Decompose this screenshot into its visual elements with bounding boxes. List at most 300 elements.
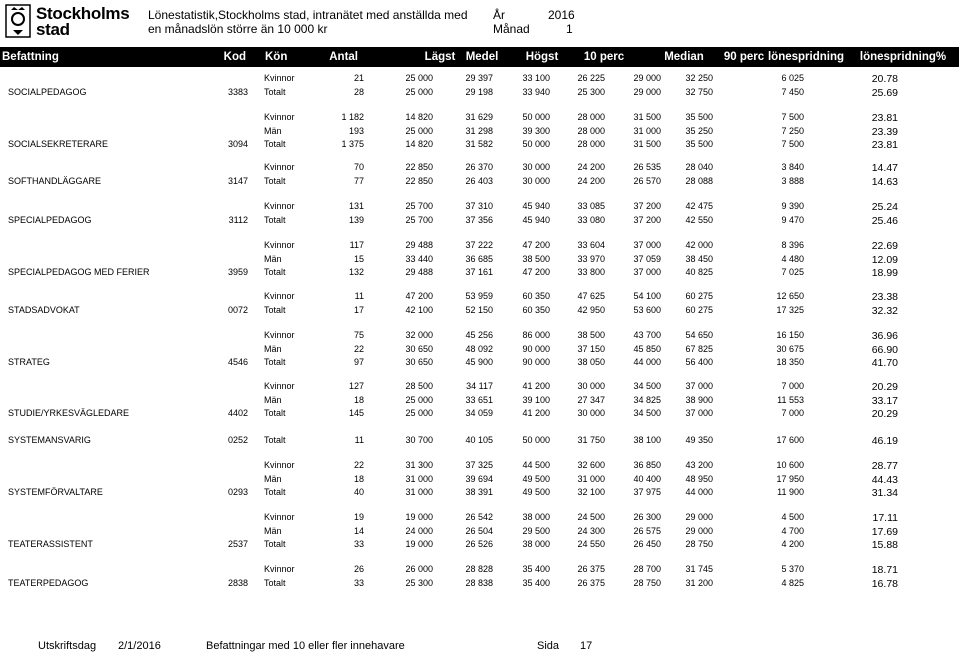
report-title-line2: en månadslön större än 10 000 kr <box>148 22 328 36</box>
value-cell: 97 <box>353 357 364 367</box>
value-cell: 37 310 <box>465 201 493 211</box>
befattning-name: SPECIALPEDAGOG <box>8 214 92 225</box>
value-cell: 53 959 <box>465 291 493 301</box>
value-cell: 28 000 <box>577 125 605 136</box>
value-cell: 10 600 <box>776 460 804 470</box>
value-cell: 28 000 <box>577 112 605 122</box>
pct-cell: 15.88 <box>871 539 898 551</box>
value-cell: 50 000 <box>522 112 550 122</box>
value-cell: 29 000 <box>633 86 661 97</box>
value-cell: 30 000 <box>577 408 605 418</box>
befattning-name: STADSADVOKAT <box>8 304 80 315</box>
value-cell: 33 651 <box>465 394 493 405</box>
befattning-code: 3094 <box>227 139 248 149</box>
value-cell: 17 950 <box>776 473 804 484</box>
kon-label: Kvinnor <box>264 460 295 470</box>
value-cell: 33 100 <box>522 73 550 83</box>
value-cell: 60 350 <box>522 291 550 301</box>
value-cell: 7 025 <box>781 267 804 277</box>
value-cell: 38 000 <box>522 539 550 549</box>
value-cell: 14 820 <box>405 139 433 149</box>
value-cell: 32 750 <box>685 86 713 97</box>
value-cell: 4 500 <box>781 512 804 522</box>
print-date: 2/1/2016 <box>118 640 161 652</box>
befattning-name: SOCIALPEDAGOG <box>8 86 87 97</box>
value-cell: 31 500 <box>633 112 661 122</box>
value-cell: 32 100 <box>577 487 605 497</box>
value-cell: 31 750 <box>577 435 605 445</box>
kon-label: Kvinnor <box>264 512 295 522</box>
befattning-code: 0293 <box>227 487 248 497</box>
value-cell: 44 000 <box>633 357 661 367</box>
value-cell: 31 000 <box>405 487 433 497</box>
value-cell: 14 820 <box>405 112 433 122</box>
value-cell: 25 000 <box>405 394 433 405</box>
value-cell: 41 200 <box>522 381 550 391</box>
value-cell: 31 300 <box>405 460 433 470</box>
value-cell: 43 700 <box>633 330 661 340</box>
value-cell: 1 182 <box>341 112 364 122</box>
value-cell: 3 888 <box>781 175 804 186</box>
kon-label: Kvinnor <box>264 330 295 340</box>
value-cell: 30 000 <box>522 175 550 186</box>
value-cell: 39 100 <box>522 394 550 405</box>
page-number: 17 <box>580 640 593 652</box>
value-cell: 31 500 <box>633 139 661 149</box>
value-cell: 33 085 <box>577 201 605 211</box>
pct-cell: 23.81 <box>871 112 898 124</box>
pct-cell: 22.69 <box>871 240 898 252</box>
value-cell: 37 150 <box>577 343 605 354</box>
value-cell: 42 550 <box>685 214 713 225</box>
value-cell: 37 000 <box>633 267 661 277</box>
value-cell: 33 440 <box>405 253 433 264</box>
value-cell: 47 200 <box>522 240 550 250</box>
value-cell: 44 000 <box>685 487 713 497</box>
value-cell: 34 059 <box>465 408 493 418</box>
month-value: 1 <box>566 22 573 36</box>
befattning-name: SOFTHANDLÄGGARE <box>8 175 102 186</box>
year-value: 2016 <box>548 8 575 22</box>
value-cell: 48 950 <box>685 473 713 484</box>
value-cell: 67 825 <box>685 343 713 354</box>
value-cell: 39 694 <box>465 473 493 484</box>
value-cell: 47 200 <box>405 291 433 301</box>
value-cell: 38 900 <box>685 394 713 405</box>
column-header-3: Antal <box>329 51 358 63</box>
value-cell: 45 940 <box>522 201 550 211</box>
kon-label: Kvinnor <box>264 112 295 122</box>
value-cell: 7 000 <box>781 408 804 418</box>
filter-text: Befattningar med 10 eller fler innehavare <box>206 640 405 652</box>
pct-cell: 46.19 <box>871 435 898 447</box>
kon-label: Totalt <box>264 539 286 549</box>
value-cell: 41 200 <box>522 408 550 418</box>
kon-label: Totalt <box>264 175 286 186</box>
value-cell: 40 825 <box>685 267 713 277</box>
column-header-5: Medel <box>465 51 499 63</box>
value-cell: 29 000 <box>685 512 713 522</box>
value-cell: 26 375 <box>577 577 605 588</box>
befattning-code: 2537 <box>227 539 248 549</box>
kon-label: Kvinnor <box>264 240 295 250</box>
value-cell: 38 500 <box>577 330 605 340</box>
value-cell: 49 500 <box>522 473 550 484</box>
value-cell: 4 825 <box>781 577 804 588</box>
value-cell: 39 300 <box>522 125 550 136</box>
kon-label: Totalt <box>264 577 286 588</box>
kon-label: Kvinnor <box>264 291 295 301</box>
value-cell: 28 828 <box>465 564 493 574</box>
value-cell: 22 850 <box>405 175 433 186</box>
page-label: Sida <box>537 640 560 652</box>
value-cell: 37 975 <box>633 487 661 497</box>
column-header-8: Median <box>664 51 704 63</box>
value-cell: 47 200 <box>522 267 550 277</box>
kon-label: Män <box>264 473 282 484</box>
value-cell: 25 000 <box>405 73 433 83</box>
value-cell: 11 <box>354 435 364 445</box>
value-cell: 7 450 <box>781 86 804 97</box>
value-cell: 32 000 <box>405 330 433 340</box>
value-cell: 34 500 <box>633 381 661 391</box>
value-cell: 6 025 <box>781 73 804 83</box>
value-cell: 38 100 <box>633 435 661 445</box>
value-cell: 29 488 <box>405 240 433 250</box>
pct-cell: 66.90 <box>871 343 898 356</box>
value-cell: 9 390 <box>781 201 804 211</box>
logo-wordmark <box>36 6 129 38</box>
value-cell: 37 161 <box>465 267 493 277</box>
value-cell: 26 300 <box>633 512 661 522</box>
value-cell: 38 500 <box>522 253 550 264</box>
value-cell: 86 000 <box>522 330 550 340</box>
value-cell: 19 000 <box>405 539 433 549</box>
befattning-name: SYSTEMFÖRVALTARE <box>8 487 103 497</box>
column-header-9: 90 perc <box>723 51 765 63</box>
value-cell: 25 000 <box>405 125 433 136</box>
value-cell: 17 325 <box>776 304 804 315</box>
befattning-code: 4546 <box>227 357 248 367</box>
value-cell: 49 350 <box>685 435 713 445</box>
value-cell: 24 300 <box>577 525 605 536</box>
value-cell: 26 535 <box>633 162 661 172</box>
column-header-1: Kod <box>223 51 246 63</box>
value-cell: 34 500 <box>633 408 661 418</box>
value-cell: 53 600 <box>633 304 661 315</box>
pct-cell: 25.46 <box>871 214 898 227</box>
value-cell: 28 000 <box>577 139 605 149</box>
value-cell: 31 000 <box>633 125 661 136</box>
logo-line1: Stockholms <box>36 4 130 23</box>
pct-cell: 44.43 <box>871 473 898 486</box>
value-cell: 26 450 <box>633 539 661 549</box>
value-cell: 47 625 <box>577 291 605 301</box>
value-cell: 25 700 <box>405 214 433 225</box>
value-cell: 24 500 <box>577 512 605 522</box>
value-cell: 33 970 <box>577 253 605 264</box>
value-cell: 11 <box>354 291 364 301</box>
value-cell: 42 475 <box>685 201 713 211</box>
value-cell: 31 200 <box>685 577 713 588</box>
kon-label: Män <box>264 394 282 405</box>
column-header-0: Befattning <box>2 51 59 63</box>
value-cell: 14 <box>353 525 364 536</box>
kon-label: Totalt <box>264 304 286 315</box>
kon-label: Totalt <box>264 435 286 445</box>
value-cell: 26 403 <box>465 175 493 186</box>
befattning-name: TEATERPEDAGOG <box>8 577 89 588</box>
kon-label: Totalt <box>264 487 286 497</box>
pct-cell: 23.81 <box>871 139 898 151</box>
befattning-code: 2838 <box>227 577 248 588</box>
value-cell: 33 800 <box>577 267 605 277</box>
befattning-code: 3112 <box>228 214 248 225</box>
value-cell: 33 604 <box>577 240 605 250</box>
kon-label: Män <box>264 253 282 264</box>
value-cell: 37 356 <box>465 214 493 225</box>
value-cell: 28 838 <box>465 577 493 588</box>
kon-label: Kvinnor <box>264 381 295 391</box>
column-header-7: 10 perc <box>583 51 625 63</box>
value-cell: 25 700 <box>405 201 433 211</box>
stockholm-logo <box>4 4 132 40</box>
value-cell: 34 117 <box>466 381 493 391</box>
value-cell: 8 396 <box>781 240 804 250</box>
value-cell: 60 275 <box>685 304 713 315</box>
value-cell: 38 000 <box>522 512 550 522</box>
value-cell: 15 <box>353 253 364 264</box>
value-cell: 30 650 <box>405 343 433 354</box>
value-cell: 34 825 <box>633 394 661 405</box>
value-cell: 22 850 <box>405 162 433 172</box>
kon-label: Totalt <box>264 267 286 277</box>
kon-label: Män <box>264 525 282 536</box>
value-cell: 7 000 <box>781 381 804 391</box>
value-cell: 70 <box>353 162 364 172</box>
value-cell: 26 000 <box>405 564 433 574</box>
value-cell: 50 000 <box>522 139 550 149</box>
value-cell: 38 391 <box>465 487 493 497</box>
pct-cell: 18.71 <box>871 564 898 576</box>
kon-label: Totalt <box>264 86 286 97</box>
value-cell: 131 <box>348 201 364 211</box>
value-cell: 25 300 <box>577 86 605 97</box>
value-cell: 31 745 <box>685 564 713 574</box>
kon-label: Kvinnor <box>264 201 295 211</box>
column-header-2: Kön <box>265 51 288 63</box>
value-cell: 43 200 <box>685 460 713 470</box>
befattning-name: SOCIALSEKRETERARE <box>8 139 109 149</box>
value-cell: 27 347 <box>577 394 605 405</box>
value-cell: 17 600 <box>776 435 804 445</box>
value-cell: 127 <box>348 381 364 391</box>
value-cell: 49 500 <box>522 487 550 497</box>
value-cell: 29 397 <box>465 73 493 83</box>
value-cell: 48 092 <box>465 343 493 354</box>
value-cell: 4 700 <box>781 525 804 536</box>
value-cell: 50 000 <box>522 435 550 445</box>
logo-line2: stad <box>36 20 70 39</box>
value-cell: 25 000 <box>405 408 433 418</box>
column-header-10: lönespridning <box>767 51 845 63</box>
pct-cell: 28.77 <box>871 460 898 472</box>
value-cell: 25 300 <box>405 577 433 588</box>
value-cell: 31 582 <box>465 139 493 149</box>
befattning-code: 3147 <box>227 175 248 186</box>
column-header-4: Lägst <box>424 51 456 63</box>
value-cell: 145 <box>348 408 364 418</box>
value-cell: 22 <box>353 460 364 470</box>
value-cell: 19 000 <box>405 512 433 522</box>
year-label: År <box>493 8 505 22</box>
value-cell: 3 840 <box>781 162 804 172</box>
value-cell: 45 256 <box>465 330 493 340</box>
value-cell: 37 325 <box>465 460 493 470</box>
value-cell: 35 500 <box>685 139 713 149</box>
kon-label: Totalt <box>264 139 286 149</box>
kon-label: Män <box>264 343 282 354</box>
befattning-name: SYSTEMANSVARIG <box>8 435 91 445</box>
befattning-code: 0072 <box>227 304 248 315</box>
value-cell: 26 370 <box>465 162 493 172</box>
column-header-11: lönespridning% <box>859 51 947 63</box>
value-cell: 42 000 <box>685 240 713 250</box>
kon-label: Totalt <box>264 357 286 367</box>
value-cell: 16 150 <box>776 330 804 340</box>
befattning-name: STRATEG <box>8 357 50 367</box>
value-cell: 45 850 <box>633 343 661 354</box>
pct-cell: 14.47 <box>871 162 898 174</box>
value-cell: 28 750 <box>685 539 713 549</box>
value-cell: 18 <box>353 394 364 405</box>
value-cell: 77 <box>353 175 364 186</box>
befattning-code: 3383 <box>227 86 248 97</box>
value-cell: 54 100 <box>633 291 661 301</box>
value-cell: 4 200 <box>781 539 804 549</box>
value-cell: 30 000 <box>522 162 550 172</box>
pct-cell: 12.09 <box>871 253 898 266</box>
befattning-code: 0252 <box>227 435 248 445</box>
value-cell: 4 480 <box>781 253 804 264</box>
value-cell: 37 200 <box>633 214 661 225</box>
value-cell: 90 000 <box>522 357 550 367</box>
value-cell: 32 250 <box>685 73 713 83</box>
value-cell: 33 <box>353 577 364 588</box>
value-cell: 44 500 <box>522 460 550 470</box>
value-cell: 33 940 <box>522 86 550 97</box>
value-cell: 26 504 <box>465 525 493 536</box>
column-header-6: Högst <box>525 51 559 63</box>
value-cell: 33 080 <box>577 214 605 225</box>
value-cell: 54 650 <box>685 330 713 340</box>
value-cell: 37 000 <box>685 408 713 418</box>
value-cell: 18 <box>353 473 364 484</box>
value-cell: 35 250 <box>685 125 713 136</box>
value-cell: 7 500 <box>781 139 804 149</box>
pct-cell: 36.96 <box>871 330 898 342</box>
value-cell: 29 000 <box>685 525 713 536</box>
pct-cell: 25.24 <box>871 201 898 213</box>
value-cell: 11 900 <box>777 487 804 497</box>
value-cell: 22 <box>353 343 364 354</box>
value-cell: 56 400 <box>685 357 713 367</box>
value-cell: 29 000 <box>633 73 661 83</box>
value-cell: 45 940 <box>522 214 550 225</box>
pct-cell: 23.39 <box>871 125 898 138</box>
value-cell: 29 500 <box>522 525 550 536</box>
pct-cell: 17.69 <box>871 525 898 538</box>
value-cell: 37 000 <box>633 240 661 250</box>
pct-cell: 31.34 <box>871 487 898 499</box>
value-cell: 19 <box>353 512 364 522</box>
value-cell: 60 350 <box>522 304 550 315</box>
value-cell: 28 500 <box>405 381 433 391</box>
befattning-name: TEATERASSISTENT <box>8 539 93 549</box>
value-cell: 26 375 <box>577 564 605 574</box>
pct-cell: 18.99 <box>871 267 898 279</box>
pct-cell: 23.38 <box>871 291 898 303</box>
pct-cell: 41.70 <box>871 357 898 369</box>
pct-cell: 25.69 <box>871 86 898 99</box>
value-cell: 42 950 <box>577 304 605 315</box>
crest-icon <box>4 4 32 38</box>
value-cell: 37 200 <box>633 201 661 211</box>
befattning-name: STUDIE/YRKESVÄGLEDARE <box>8 408 130 418</box>
value-cell: 31 298 <box>465 125 493 136</box>
value-cell: 7 500 <box>781 112 804 122</box>
kon-label: Män <box>264 125 282 136</box>
value-cell: 40 <box>353 487 364 497</box>
value-cell: 11 553 <box>777 394 804 405</box>
value-cell: 28 040 <box>685 162 713 172</box>
value-cell: 37 222 <box>465 240 493 250</box>
value-cell: 31 629 <box>465 112 493 122</box>
pct-cell: 17.11 <box>872 512 898 524</box>
value-cell: 40 105 <box>465 435 493 445</box>
value-cell: 28 <box>353 86 364 97</box>
value-cell: 37 000 <box>685 381 713 391</box>
report-title-line1: Lönestatistik,Stockholms stad, intranätet med anställda med <box>148 8 468 22</box>
value-cell: 139 <box>348 214 364 225</box>
value-cell: 26 570 <box>633 175 661 186</box>
kon-label: Kvinnor <box>264 162 295 172</box>
value-cell: 30 000 <box>577 381 605 391</box>
value-cell: 32 600 <box>577 460 605 470</box>
kon-label: Totalt <box>264 408 286 418</box>
value-cell: 90 000 <box>522 343 550 354</box>
value-cell: 38 050 <box>577 357 605 367</box>
befattning-code: 3959 <box>227 267 248 277</box>
pct-cell: 20.78 <box>871 73 898 85</box>
value-cell: 26 225 <box>577 73 605 83</box>
value-cell: 28 700 <box>633 564 661 574</box>
value-cell: 38 450 <box>685 253 713 264</box>
kon-label: Totalt <box>264 214 286 225</box>
befattning-code: 4402 <box>227 408 248 418</box>
value-cell: 28 088 <box>685 175 713 186</box>
value-cell: 9 470 <box>781 214 804 225</box>
value-cell: 26 542 <box>465 512 493 522</box>
value-cell: 33 <box>353 539 364 549</box>
pct-cell: 20.29 <box>871 381 898 393</box>
value-cell: 24 200 <box>577 175 605 186</box>
befattning-name: SPECIALPEDAGOG MED FERIER <box>8 267 150 277</box>
value-cell: 1 375 <box>341 139 364 149</box>
value-cell: 35 400 <box>522 577 550 588</box>
value-cell: 60 275 <box>685 291 713 301</box>
pct-cell: 20.29 <box>871 408 898 420</box>
